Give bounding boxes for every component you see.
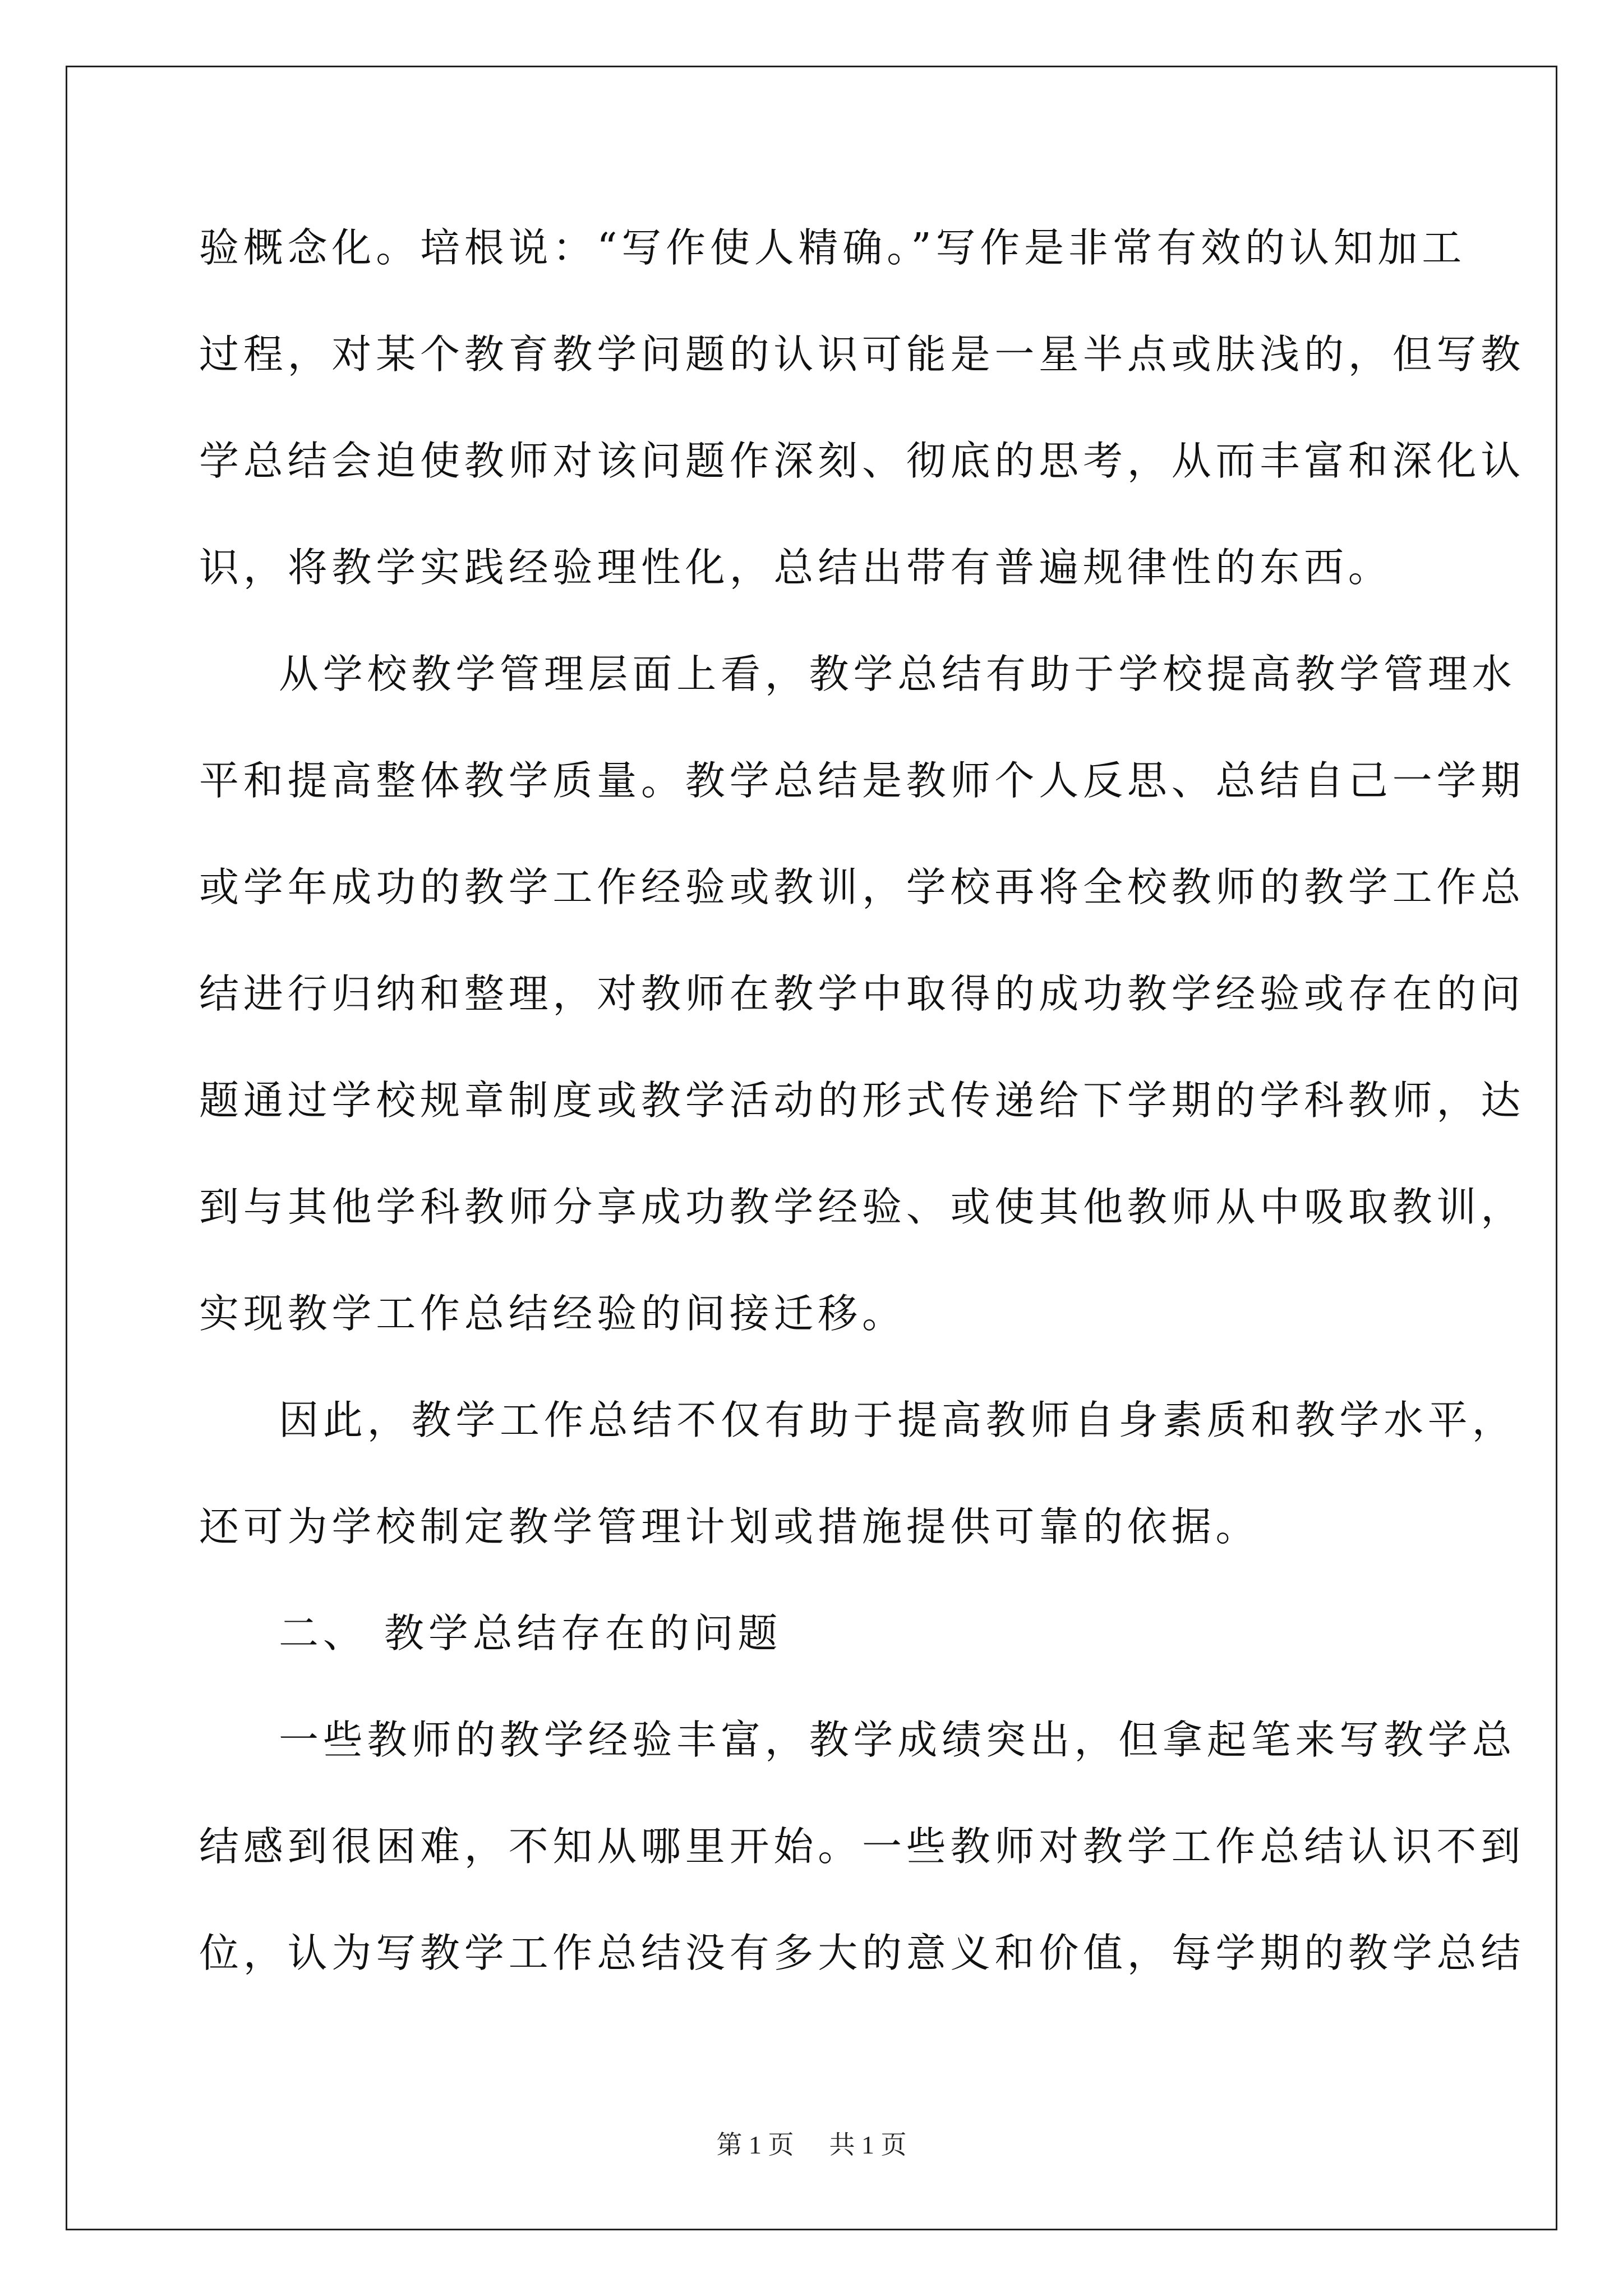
text-line: 或学年成功的教学工作经验或教训，学校再将全校教师的教学工作总 (199, 864, 1525, 910)
paragraph-start-line: 从学校教学管理层面上看，教学总结有助于学校提高教学管理水 (279, 651, 1516, 697)
paragraph-start-line: 因此，教学工作总结不仅有助于提高教师自身素质和教学水平， (279, 1397, 1516, 1443)
paragraph-start-line: 一些教师的教学经验丰富，教学成绩突出，但拿起笔来写教学总 (279, 1717, 1516, 1763)
text-line: 还可为学校制定教学管理计划或措施提供可靠的依据。 (199, 1503, 1260, 1550)
text-line: 结进行归纳和整理，对教师在教学中取得的成功教学经验或存在的问 (199, 970, 1525, 1017)
section-heading: 二、 教学总结存在的问题 (279, 1610, 782, 1657)
text-line: 平和提高整体教学质量。教学总结是教师个人反思、总结自己一学期 (199, 757, 1525, 804)
text-line: 实现教学工作总结经验的间接迁移。 (199, 1290, 906, 1337)
text-line: 结感到很困难，不知从哪里开始。一些教师对教学工作总结认识不到 (199, 1823, 1525, 1870)
text-line: 位，认为写教学工作总结没有多大的意义和价值，每学期的教学总结 (199, 1930, 1525, 1976)
page-footer (0, 2129, 1623, 2161)
text-line: 到与其他学科教师分享成功教学经验、或使其他教师从中吸取教训， (199, 1184, 1525, 1230)
page-border (66, 66, 1557, 2230)
text-line: 题通过学校规章制度或教学活动的形式传递给下学期的学科教师，达 (199, 1077, 1525, 1124)
text-line: 学总结会迫使教师对该问题作深刻、彻底的思考，从而丰富和深化认 (199, 438, 1525, 484)
page-number: 第 1 页 (716, 2131, 794, 2159)
page-total: 共 1 页 (829, 2131, 907, 2159)
text-line: 验概念化。培根说：“写作使人精确。”写作是非常有效的认知加工 (199, 224, 1467, 271)
text-line: 识，将教学实践经验理性化，总结出带有普遍规律性的东西。 (199, 544, 1393, 591)
text-line: 过程，对某个教育教学问题的认识可能是一星半点或肤浅的，但写教 (199, 331, 1525, 378)
